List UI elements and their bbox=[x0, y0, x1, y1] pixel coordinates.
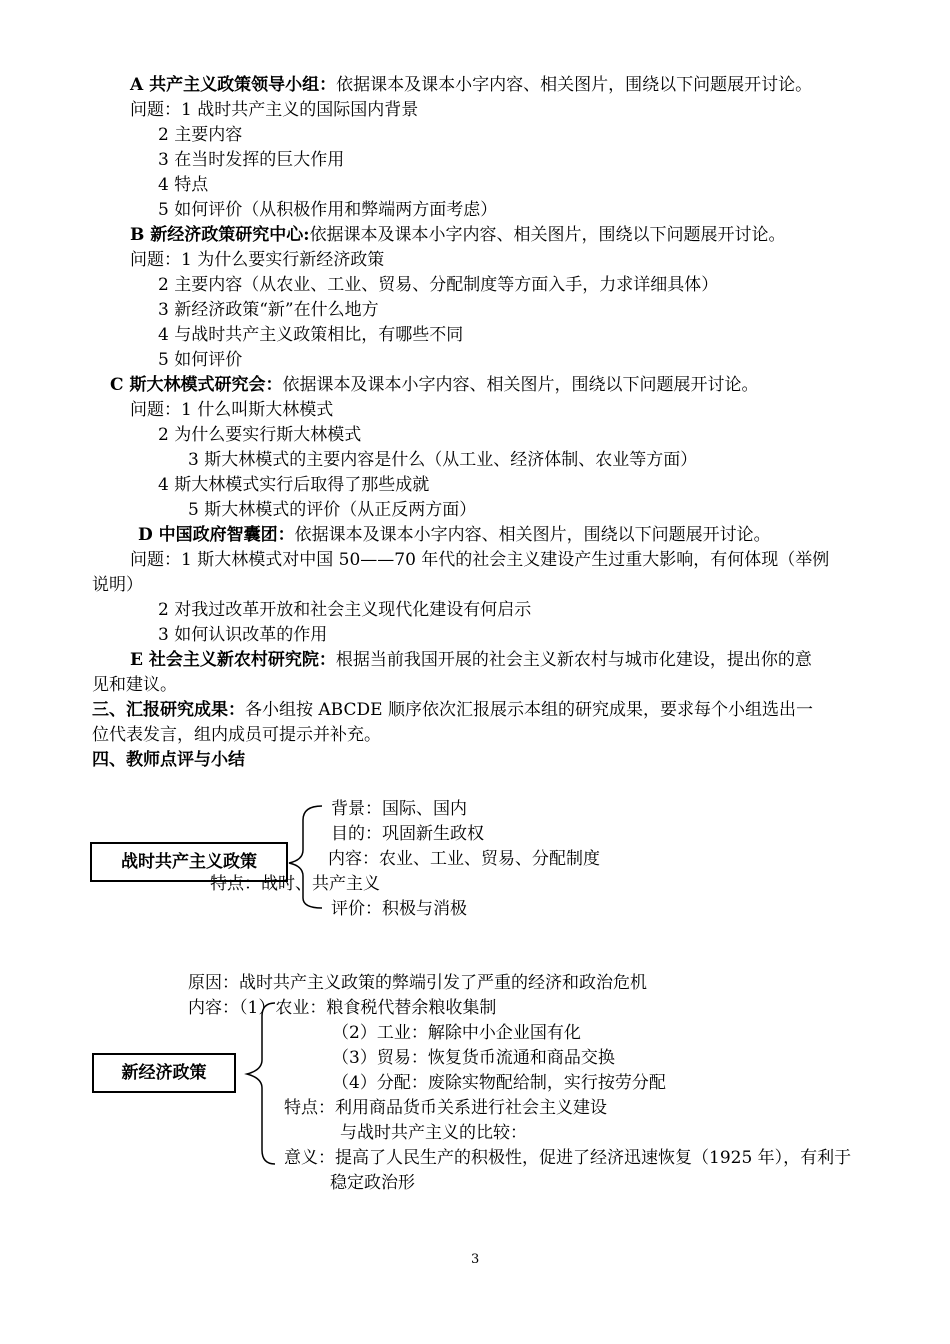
group-c-q5: 5 斯大林模式的评价（从正反两方面） bbox=[188, 500, 477, 520]
diagram2-meaning: 意义：提高了人民生产的积极性，促进了经济迅速恢复（1925 年），有利于 bbox=[284, 1148, 852, 1168]
group-c-q1: 问题：1 什么叫斯大林模式 bbox=[130, 400, 334, 420]
diagram2-content-item-2: （2）工业：解除中小企业国有化 bbox=[332, 1023, 581, 1043]
group-d-q1: 问题：1 斯大林模式对中国 50——70 年代的社会主义建设产生过重大影响，有何体现（举例 bbox=[130, 550, 830, 570]
group-b-q1: 问题：1 为什么要实行新经济政策 bbox=[130, 250, 385, 270]
diagram1-item-purpose: 目的：巩固新生政权 bbox=[331, 824, 484, 844]
group-a-title: A 共产主义政策领导小组： bbox=[130, 75, 337, 95]
group-a-q1: 问题：1 战时共产主义的国际国内背景 bbox=[130, 100, 419, 120]
group-d-intro: 依据课本及课本小字内容、相关图片，围绕以下问题展开讨论。 bbox=[294, 525, 771, 545]
group-b-q3: 3 新经济政策“新”在什么地方 bbox=[158, 300, 379, 320]
group-b-intro: 依据课本及课本小字内容、相关图片，围绕以下问题展开讨论。 bbox=[309, 225, 786, 245]
diagram2-content-item-4: （4）分配：废除实物配给制，实行按劳分配 bbox=[332, 1073, 666, 1093]
group-c-intro: 依据课本及课本小字内容、相关图片，围绕以下问题展开讨论。 bbox=[282, 375, 759, 395]
group-e-intro-cont: 见和建议。 bbox=[92, 675, 177, 695]
group-a-q2: 2 主要内容 bbox=[158, 125, 243, 145]
group-c-title: C 斯大林模式研究会： bbox=[110, 375, 283, 395]
diagram1-item-background: 背景：国际、国内 bbox=[331, 799, 467, 819]
section3-text: 各小组按 ABCDE 顺序依次汇报展示本组的研究成果，要求每个小组选出一 bbox=[245, 700, 813, 720]
diagram2-reason: 原因：战时共产主义政策的弊端引发了严重的经济和政治危机 bbox=[188, 973, 647, 993]
diagram2-feature: 特点：利用商品货币关系进行社会主义建设 bbox=[284, 1098, 607, 1118]
page-number: 3 bbox=[471, 1252, 480, 1267]
diagram2-compare: 与战时共产主义的比较： bbox=[340, 1123, 527, 1143]
group-a-q5: 5 如何评价（从积极作用和弊端两方面考虑） bbox=[158, 200, 498, 220]
group-c-q4: 4 斯大林模式实行后取得了那些成就 bbox=[158, 475, 430, 495]
group-d-q2: 2 对我过改革开放和社会主义现代化建设有何启示 bbox=[158, 600, 532, 620]
group-b-q2: 2 主要内容（从农业、工业、贸易、分配制度等方面入手，力求详细具体） bbox=[158, 275, 719, 295]
diagram2-content-item-3: （3）贸易：恢复货币流通和商品交换 bbox=[332, 1048, 615, 1068]
diagram2-brace bbox=[247, 1003, 275, 1164]
group-e-intro: 根据当前我国开展的社会主义新农村与城市化建设，提出你的意 bbox=[335, 650, 812, 670]
section3-text-cont: 位代表发言，组内成员可提示并补充。 bbox=[92, 725, 381, 745]
diagram2-content-line bbox=[188, 996, 496, 1020]
group-b-q5: 5 如何评价 bbox=[158, 350, 243, 370]
section3-title: 三、汇报研究成果： bbox=[92, 700, 245, 720]
diagram1-item-evaluation: 评价：积极与消极 bbox=[331, 899, 467, 919]
group-e-title: E 社会主义新农村研究院： bbox=[130, 650, 336, 670]
diagram1-box: 战时共产主义政策 bbox=[90, 842, 288, 882]
diagram2-content-label: 内容： bbox=[188, 998, 239, 1018]
group-d-q3: 3 如何认识改革的作用 bbox=[158, 625, 328, 645]
group-b-title: B 新经济政策研究中心: bbox=[130, 225, 310, 245]
diagram2-meaning-cont: 稳定政治形 bbox=[330, 1173, 415, 1193]
diagram2-content-item-1: （1）农业：粮食税代替余粮收集制 bbox=[239, 998, 497, 1018]
group-d-q1-cont: 说明） bbox=[92, 575, 143, 595]
group-a-q3: 3 在当时发挥的巨大作用 bbox=[158, 150, 345, 170]
diagram1-item-feature: 特点：战时、共产主义 bbox=[210, 874, 380, 894]
group-b-q4: 4 与战时共产主义政策相比，有哪些不同 bbox=[158, 325, 464, 345]
diagram1-item-content: 内容：农业、工业、贸易、分配制度 bbox=[328, 849, 600, 869]
section4-title: 四、教师点评与小结 bbox=[92, 750, 245, 770]
group-a-intro: 依据课本及课本小字内容、相关图片，围绕以下问题展开讨论。 bbox=[336, 75, 813, 95]
group-c-q2: 2 为什么要实行斯大林模式 bbox=[158, 425, 362, 445]
group-a-q4: 4 特点 bbox=[158, 175, 209, 195]
group-c-q3: 3 斯大林模式的主要内容是什么（从工业、经济体制、农业等方面） bbox=[188, 450, 698, 470]
diagram2-box: 新经济政策 bbox=[92, 1053, 236, 1093]
group-d-title: D 中国政府智囊团： bbox=[138, 525, 295, 545]
